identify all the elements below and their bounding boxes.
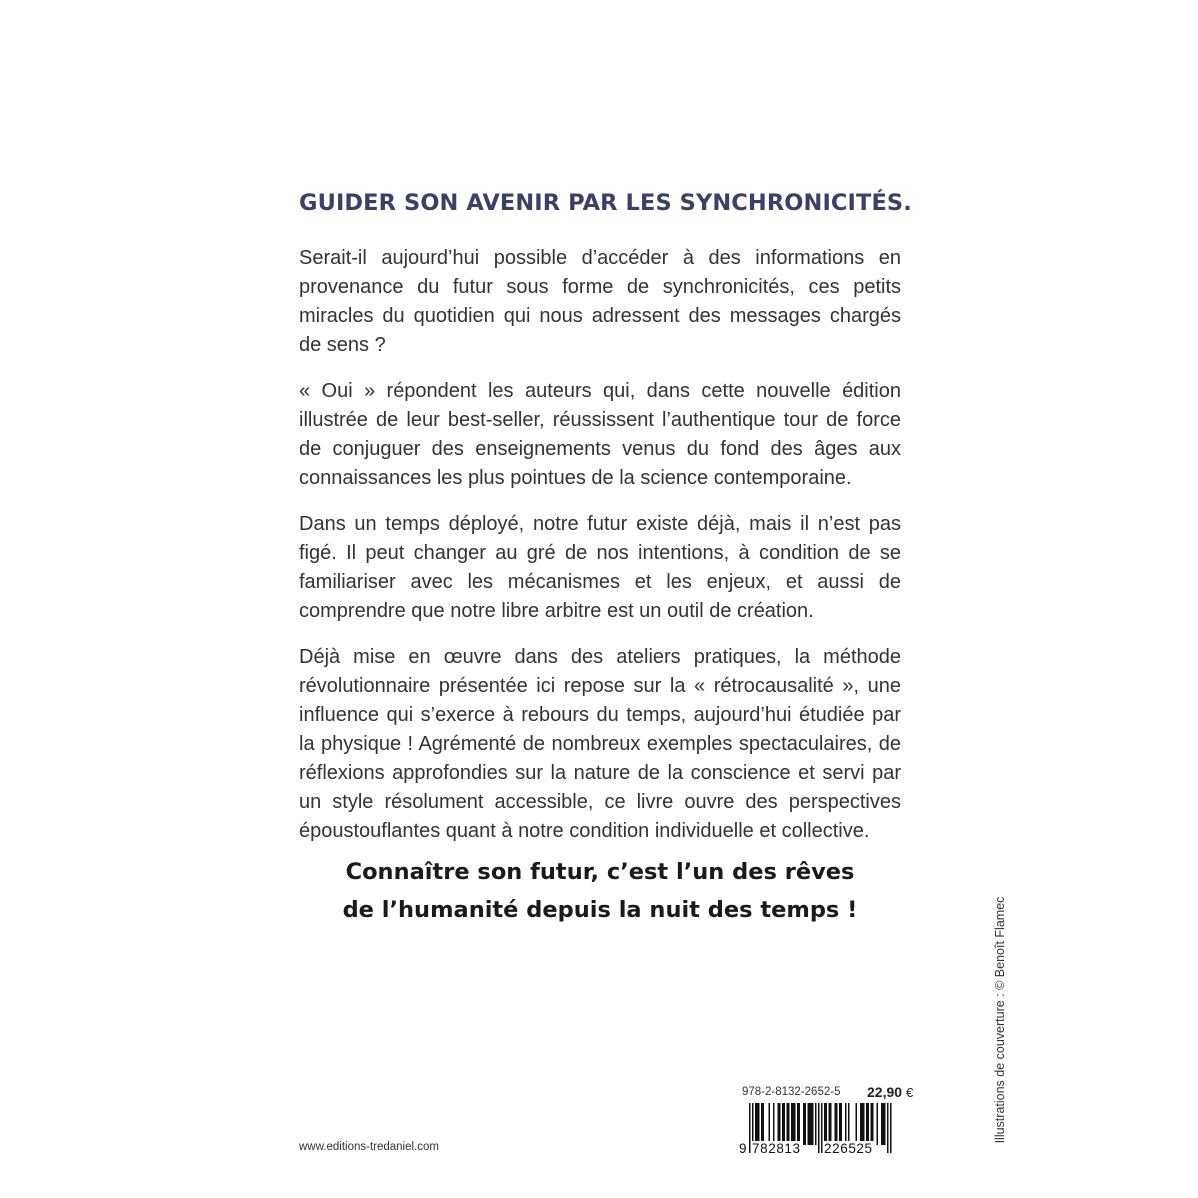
barcode-digits-group-2: 226525	[824, 1141, 873, 1156]
barcode-bar	[757, 1103, 759, 1145]
blurb-paragraph-1: Serait-il aujourd’hui possible d’accéder à des informations en provenance du futur sous forme de synchronicités, ces petits miracles du quotidien qui nous adressent des messages chargés de sens ?	[299, 247, 901, 356]
barcode-bar	[793, 1103, 795, 1145]
barcode-bar	[835, 1103, 837, 1145]
barcode-bar	[848, 1103, 850, 1145]
barcode-bar	[839, 1103, 841, 1145]
barcode-bar	[788, 1103, 790, 1145]
barcode-digits-group-1: 782813	[752, 1141, 801, 1156]
barcode-bar	[779, 1103, 781, 1145]
barcode-bar	[884, 1103, 886, 1145]
cover-tagline	[299, 853, 901, 929]
barcode-bar	[799, 1103, 801, 1145]
barcode-bar	[836, 1103, 838, 1145]
barcode-bar	[755, 1103, 757, 1145]
barcode-bar	[866, 1103, 868, 1145]
barcode-bar	[791, 1103, 793, 1145]
publisher-website: www.editions-tredaniel.com	[299, 1141, 439, 1153]
isbn-number: 978-2-8132-2652-5	[742, 1086, 841, 1098]
barcode-bar	[872, 1103, 874, 1145]
barcode-bar	[794, 1103, 796, 1145]
barcode-bar	[778, 1103, 780, 1145]
barcode-bar	[860, 1103, 862, 1145]
barcode-bar	[883, 1103, 885, 1145]
barcode-bar	[787, 1103, 789, 1145]
barcode-bar	[824, 1103, 826, 1145]
illustration-credit-text: Illustrations de couverture : © Benoît Flamec	[993, 896, 1007, 1144]
price-value: 22,90	[867, 1084, 903, 1100]
blurb-paragraph-3: Dans un temps déployé, notre futur existe déjà, mais il n’est pas figé. Il peut changer au gré de nos intentions, à condition de se familiariser avec les mécanismes et les enjeux, et aussi de comprendre que notre libre arbitre est un outil de création.	[299, 513, 901, 622]
price-label	[867, 1084, 913, 1100]
barcode-bar	[761, 1103, 763, 1145]
barcode-bar	[805, 1103, 807, 1145]
barcode-bar	[871, 1103, 873, 1145]
barcode-bar	[784, 1103, 786, 1145]
barcode-bar	[811, 1103, 813, 1145]
barcode-bar	[797, 1103, 799, 1145]
tagline-line-2: de l’humanité depuis la nuit des temps !	[342, 897, 858, 923]
barcode-bar	[877, 1103, 879, 1145]
barcode-digits	[738, 1141, 898, 1163]
barcode-bar	[809, 1103, 811, 1145]
barcode-bar	[782, 1103, 784, 1145]
cover-headline: GUIDER SON AVENIR PAR LES SYNCHRONICITÉS.	[299, 190, 912, 216]
barcode-bar	[841, 1103, 843, 1145]
barcode-bar	[868, 1103, 870, 1145]
barcode-bar	[845, 1103, 847, 1145]
barcode-bar	[769, 1103, 771, 1145]
blurb-paragraph-2: « Oui » répondent les auteurs qui, dans cette nouvelle édition illustrée de leur best-seller, réussissent l’authentique tour de force de conjuguer des enseignements venus du fond des âges aux connaissances les plus pointues de la science contemporaine.	[299, 380, 901, 489]
barcode-bar	[758, 1103, 760, 1145]
barcode-bar	[829, 1103, 831, 1145]
barcode-bar	[862, 1103, 864, 1145]
barcode-bar	[812, 1103, 814, 1145]
barcode-bar	[808, 1103, 810, 1145]
barcode-bar	[826, 1103, 828, 1145]
barcode-bar	[856, 1103, 858, 1145]
barcode-bar	[773, 1103, 775, 1145]
tagline-line-1: Connaître son futur, c’est l’un des rêves	[345, 859, 855, 885]
isbn-price-row	[742, 1084, 922, 1102]
blurb-text	[299, 244, 901, 863]
barcode-bar	[803, 1103, 805, 1145]
barcode-bar	[863, 1103, 865, 1145]
barcode-digit-first: 9	[739, 1141, 748, 1156]
barcode-bar	[763, 1103, 765, 1145]
blurb-paragraph-4: Déjà mise en œuvre dans des ateliers pratiques, la méthode révolutionnaire présentée ici repose sur la « rétrocausalité », une influence qui s’exerce à rebours du temps, aujourd’hui étudiée par la physique ! Agrémenté de nombreux exemples spectaculaires, de réflexions approfondies sur la nature de la conscience et servi par un style résolument accessible, ce livre ouvre des perspectives époustouflantes quant à notre condition individuelle et collective.	[299, 646, 901, 842]
price-currency: €	[905, 1085, 914, 1100]
barcode-bar	[815, 1103, 817, 1145]
barcode-bar	[830, 1103, 832, 1145]
barcode-bar	[881, 1103, 883, 1145]
